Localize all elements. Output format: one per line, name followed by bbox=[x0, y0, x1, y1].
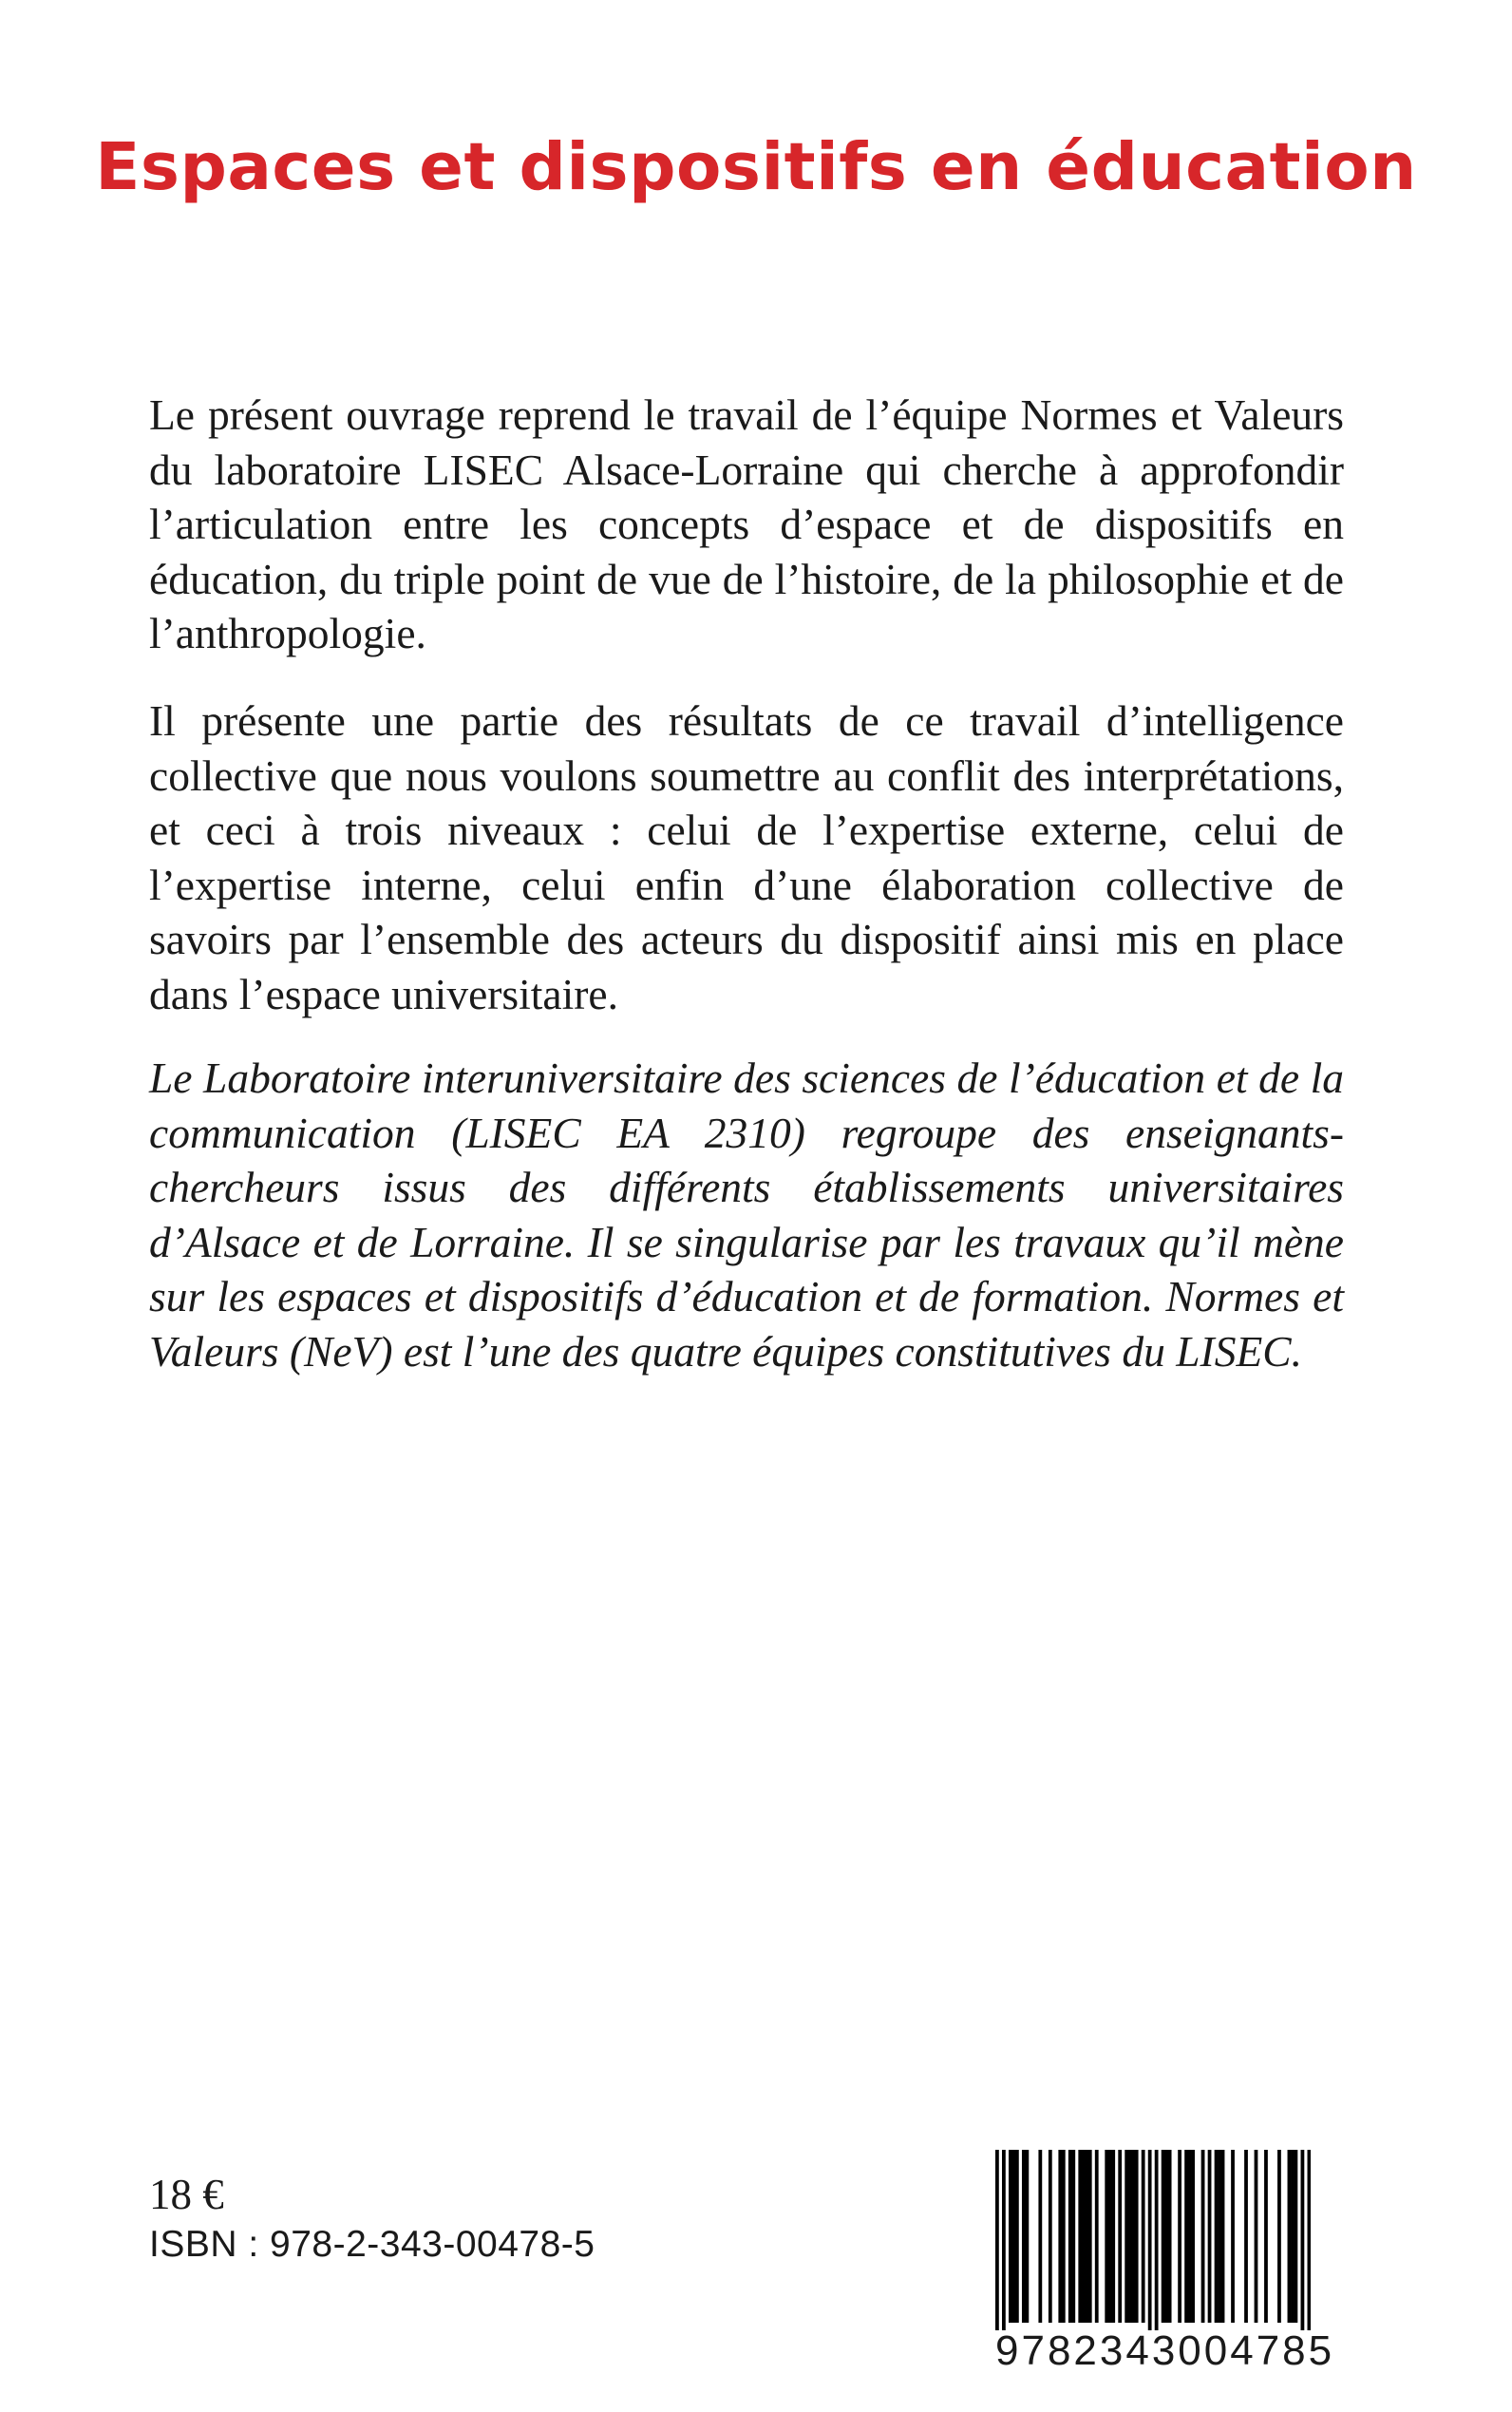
barcode-bar bbox=[1078, 2150, 1082, 2323]
barcode-bar bbox=[1108, 2150, 1112, 2323]
barcode-bar bbox=[1291, 2150, 1295, 2323]
barcode-bar bbox=[1221, 2150, 1225, 2323]
barcode-bar bbox=[1184, 2150, 1188, 2323]
barcode-bar bbox=[1128, 2150, 1132, 2323]
barcode-bar bbox=[1288, 2150, 1292, 2323]
barcode-bar bbox=[1218, 2150, 1221, 2323]
barcode-bar bbox=[1088, 2150, 1092, 2323]
barcode-bar bbox=[1022, 2150, 1026, 2323]
barcode-bar bbox=[1142, 2150, 1145, 2323]
barcode-bar bbox=[1215, 2150, 1219, 2323]
summary-paragraph-2: Il présente une partie des résultats de ce travail d’intelligence collective que nous voulons soumettre au conflit des interprétations, et ceci à trois niveaux : celui de l’expertise externe, celui de l’expertise interne, celui enfin d’une élaboration collective de savoirs par l’ensemble des acteurs du dispositif ainsi mis en place dans l’espace universitaire. bbox=[149, 696, 1344, 1018]
barcode-bar bbox=[995, 2150, 999, 2330]
barcode-bar bbox=[1308, 2150, 1311, 2330]
lab-description-paragraph: Le Laboratoire interuniversitaire des sciences de l’éducation et de la communication (LISEC EA 2310) regroupe des enseignants-chercheurs issus des différents établissements universitaires d’Alsace et de Lorraine. Il se singularise par les travaux qu’il mène sur les espaces et dispositifs d’éducation et de formation. Normes et Valeurs (NeV) est l’une des quatre équipes constitutives du LISEC. bbox=[149, 1054, 1344, 1376]
barcode-bar bbox=[1062, 2150, 1066, 2323]
barcode-bar bbox=[1025, 2150, 1029, 2323]
barcode-bar bbox=[1068, 2150, 1072, 2323]
barcode-bar bbox=[1085, 2150, 1088, 2323]
barcode-bar bbox=[1155, 2150, 1159, 2330]
barcode-bar bbox=[1058, 2150, 1062, 2323]
barcode-bar bbox=[1015, 2150, 1019, 2323]
price: 18 € bbox=[149, 2171, 224, 2218]
barcode-bar bbox=[1148, 2150, 1152, 2330]
barcode-bar bbox=[1082, 2150, 1086, 2323]
barcode-bar bbox=[1188, 2150, 1192, 2323]
barcode-bar bbox=[1231, 2150, 1235, 2323]
barcode-bar bbox=[1049, 2150, 1052, 2323]
barcode-bar bbox=[1131, 2150, 1135, 2323]
barcode-bar bbox=[1071, 2150, 1075, 2323]
isbn: ISBN : 978-2-343-00478-5 bbox=[149, 2224, 595, 2265]
book-title: Espaces et dispositifs en éducation bbox=[95, 129, 1417, 205]
barcode bbox=[995, 2150, 1335, 2378]
barcode-bar bbox=[1111, 2150, 1115, 2323]
barcode-digits: 9782343004785 bbox=[995, 2327, 1335, 2374]
barcode-bar bbox=[1002, 2150, 1006, 2330]
barcode-bar bbox=[1125, 2150, 1128, 2323]
barcode-bar bbox=[1295, 2150, 1298, 2323]
barcode-bar bbox=[1118, 2150, 1122, 2323]
barcode-bar bbox=[1095, 2150, 1099, 2323]
summary-paragraph-1: Le présent ouvrage reprend le travail de l’équipe Normes et Valeurs du laboratoire LISEC Alsace-Lorraine qui cherche à approfondir l’articulation entre les concepts d’espace et de dispositifs en éducation, du triple point de vue de l’histoire, de la philosophie et de l’anthropologie. bbox=[149, 390, 1344, 657]
barcode-bar bbox=[1191, 2150, 1195, 2323]
barcode-bar bbox=[1301, 2150, 1305, 2330]
barcode-bar bbox=[1135, 2150, 1139, 2323]
barcode-bar bbox=[1201, 2150, 1205, 2323]
barcode-bar bbox=[1011, 2150, 1015, 2323]
barcode-bar bbox=[1105, 2150, 1108, 2323]
barcode-bar bbox=[1255, 2150, 1258, 2323]
barcode-bar bbox=[1164, 2150, 1168, 2323]
barcode-bar bbox=[1277, 2150, 1281, 2323]
barcode-bar bbox=[1208, 2150, 1212, 2323]
barcode-bar bbox=[1178, 2150, 1181, 2323]
barcode-bar bbox=[1162, 2150, 1165, 2323]
barcode-bar bbox=[1009, 2150, 1012, 2323]
barcode-bar bbox=[1038, 2150, 1042, 2323]
barcode-bar bbox=[1168, 2150, 1172, 2323]
barcode-bar bbox=[1244, 2150, 1248, 2323]
barcode-bar bbox=[1264, 2150, 1268, 2323]
